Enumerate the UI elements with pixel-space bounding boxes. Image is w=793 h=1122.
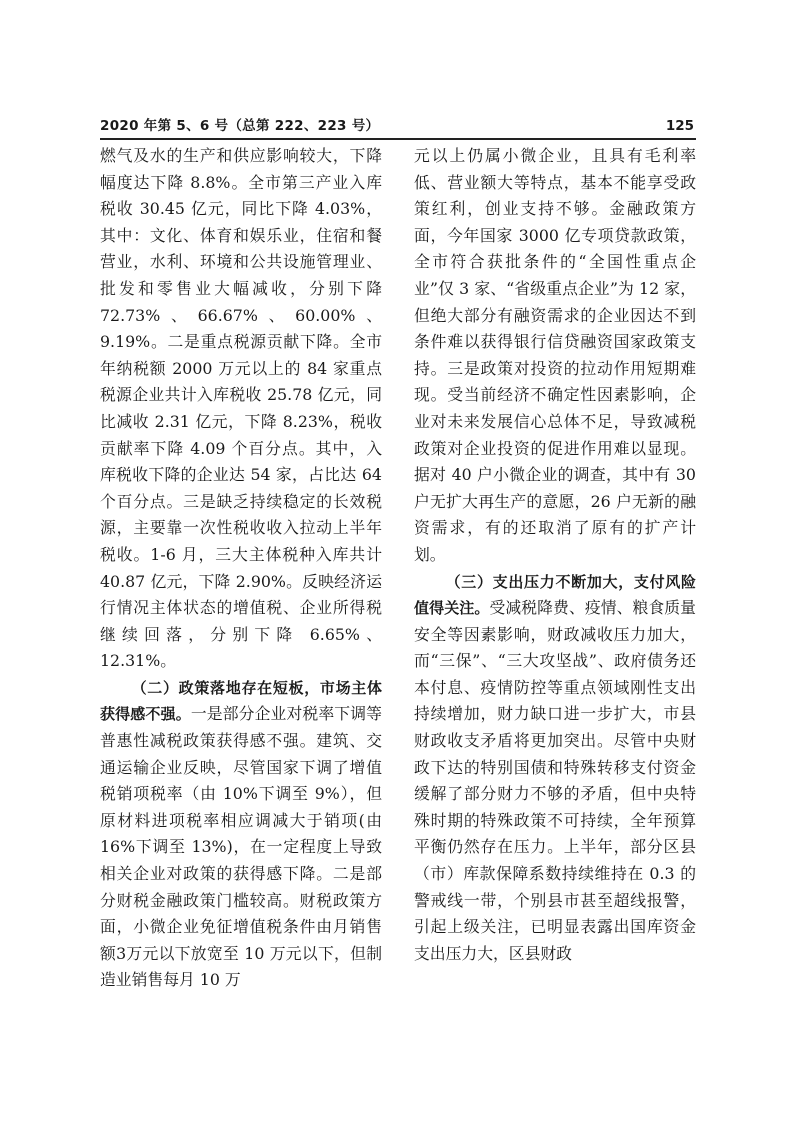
issue-info: 2020 年第 5、6 号（总第 222、223 号） (100, 118, 380, 134)
section-3-body: 受减税降费、疫情、粮食质量安全等因素影响，财政减收压力加大，而“三保”、“三大攻坚战”、政府债务还本付息、疫情防控等重点领域刚性支出持续增加，财力缺口进一步扩大，市县财政收支矛盾将更加突出。尽管中央财政下达的特别国债和特殊转移支付资金缓解了部分财力不够的矛盾，但中央特殊时期的特殊政策不可持续，全年预算平衡仍然存在压力。上半年，部分区县（市）库款保障系数持续维持在 0.3 的警戒线一带，个别县市甚至超线报警，引起上级关注，已明显表露出国库资金支出压力大，区县财政 (414, 598, 696, 963)
section-2-body: 一是部分企业对税率下调等普惠性减税政策获得感不强。建筑、交通运输企业反映，尽管国家下调了增值税销项税率（由 10%下调至 9%），但原材料进项税率相应调减大于销项(由 16%下调至 13%)，在一定程度上导致相关企业对政策的获得感下降。二是部分财税金融政策门槛较高。财税政策方面，小微企业免征增值税条件由月销售额3万元以下放宽至 10 万元以下，但制造业销售每月 10 万 (100, 704, 382, 990)
page-number: 125 (665, 118, 694, 134)
right-column (414, 143, 696, 1043)
left-column (100, 143, 382, 1043)
section-3-paragraph (414, 569, 696, 968)
paragraph-continued-right: 元以上仍属小微企业，且具有毛利率低、营业额大等特点，基本不能享受政策红利，创业支持不够。金融政策方面，今年国家 3000 亿专项贷款政策，全市符合获批条件的“全国性重点企业”仅 3 家、“省级重点企业”为 12 家，但绝大部分有融资需求的企业因达不到条件难以获得银行信贷融资国家政策支持。三是政策对投资的拉动作用短期难现。受当前经济不确定性因素影响，企业对未来发展信心总体不足，导致减税政策对企业投资的促进作用难以显现。据对 40 户小微企业的调查，其中有 30 户无扩大再生产的意愿，26 户无新的融资需求，有的还取消了原有的扩产计划。 (414, 146, 696, 564)
running-header (100, 116, 696, 140)
paragraph-continued: 燃气及水的生产和供应影响较大，下降幅度达下降 8.8%。全市第三产业入库税收 30.45 亿元，同比下降 4.03%，其中：文化、体育和娱乐业，住宿和餐营业，水利、环境和公共设施管理业、批发和零售业大幅减收，分别下降 72.73%、66.67%、60.00%、9.19%。二是重点税源贡献下降。全市年纳税额 2000 万元以上的 84 家重点税源企业共计入库税收 25.78 亿元，同比减收 2.31 亿元，下降 8.23%，税收贡献率下降 4.09 个百分点。其中，入库税收下降的企业达 54 家，占比达 64 个百分点。三是缺乏持续稳定的长效税源，主要靠一次性税收收入拉动上半年税收。1-6 月，三大主体税种入库共计 40.87 亿元，下降 2.90%。反映经济运行情况主体状态的增值税、企业所得税继续回落，分别下降 6.65%、12.31%。 (100, 146, 382, 671)
section-2-paragraph (100, 675, 382, 994)
section-2-heading: （二）政策落地存在短板，市场主体获得感不强。 (100, 678, 382, 724)
section-3-heading: （三）支出压力不断加大，支付风险值得关注。 (414, 572, 696, 618)
